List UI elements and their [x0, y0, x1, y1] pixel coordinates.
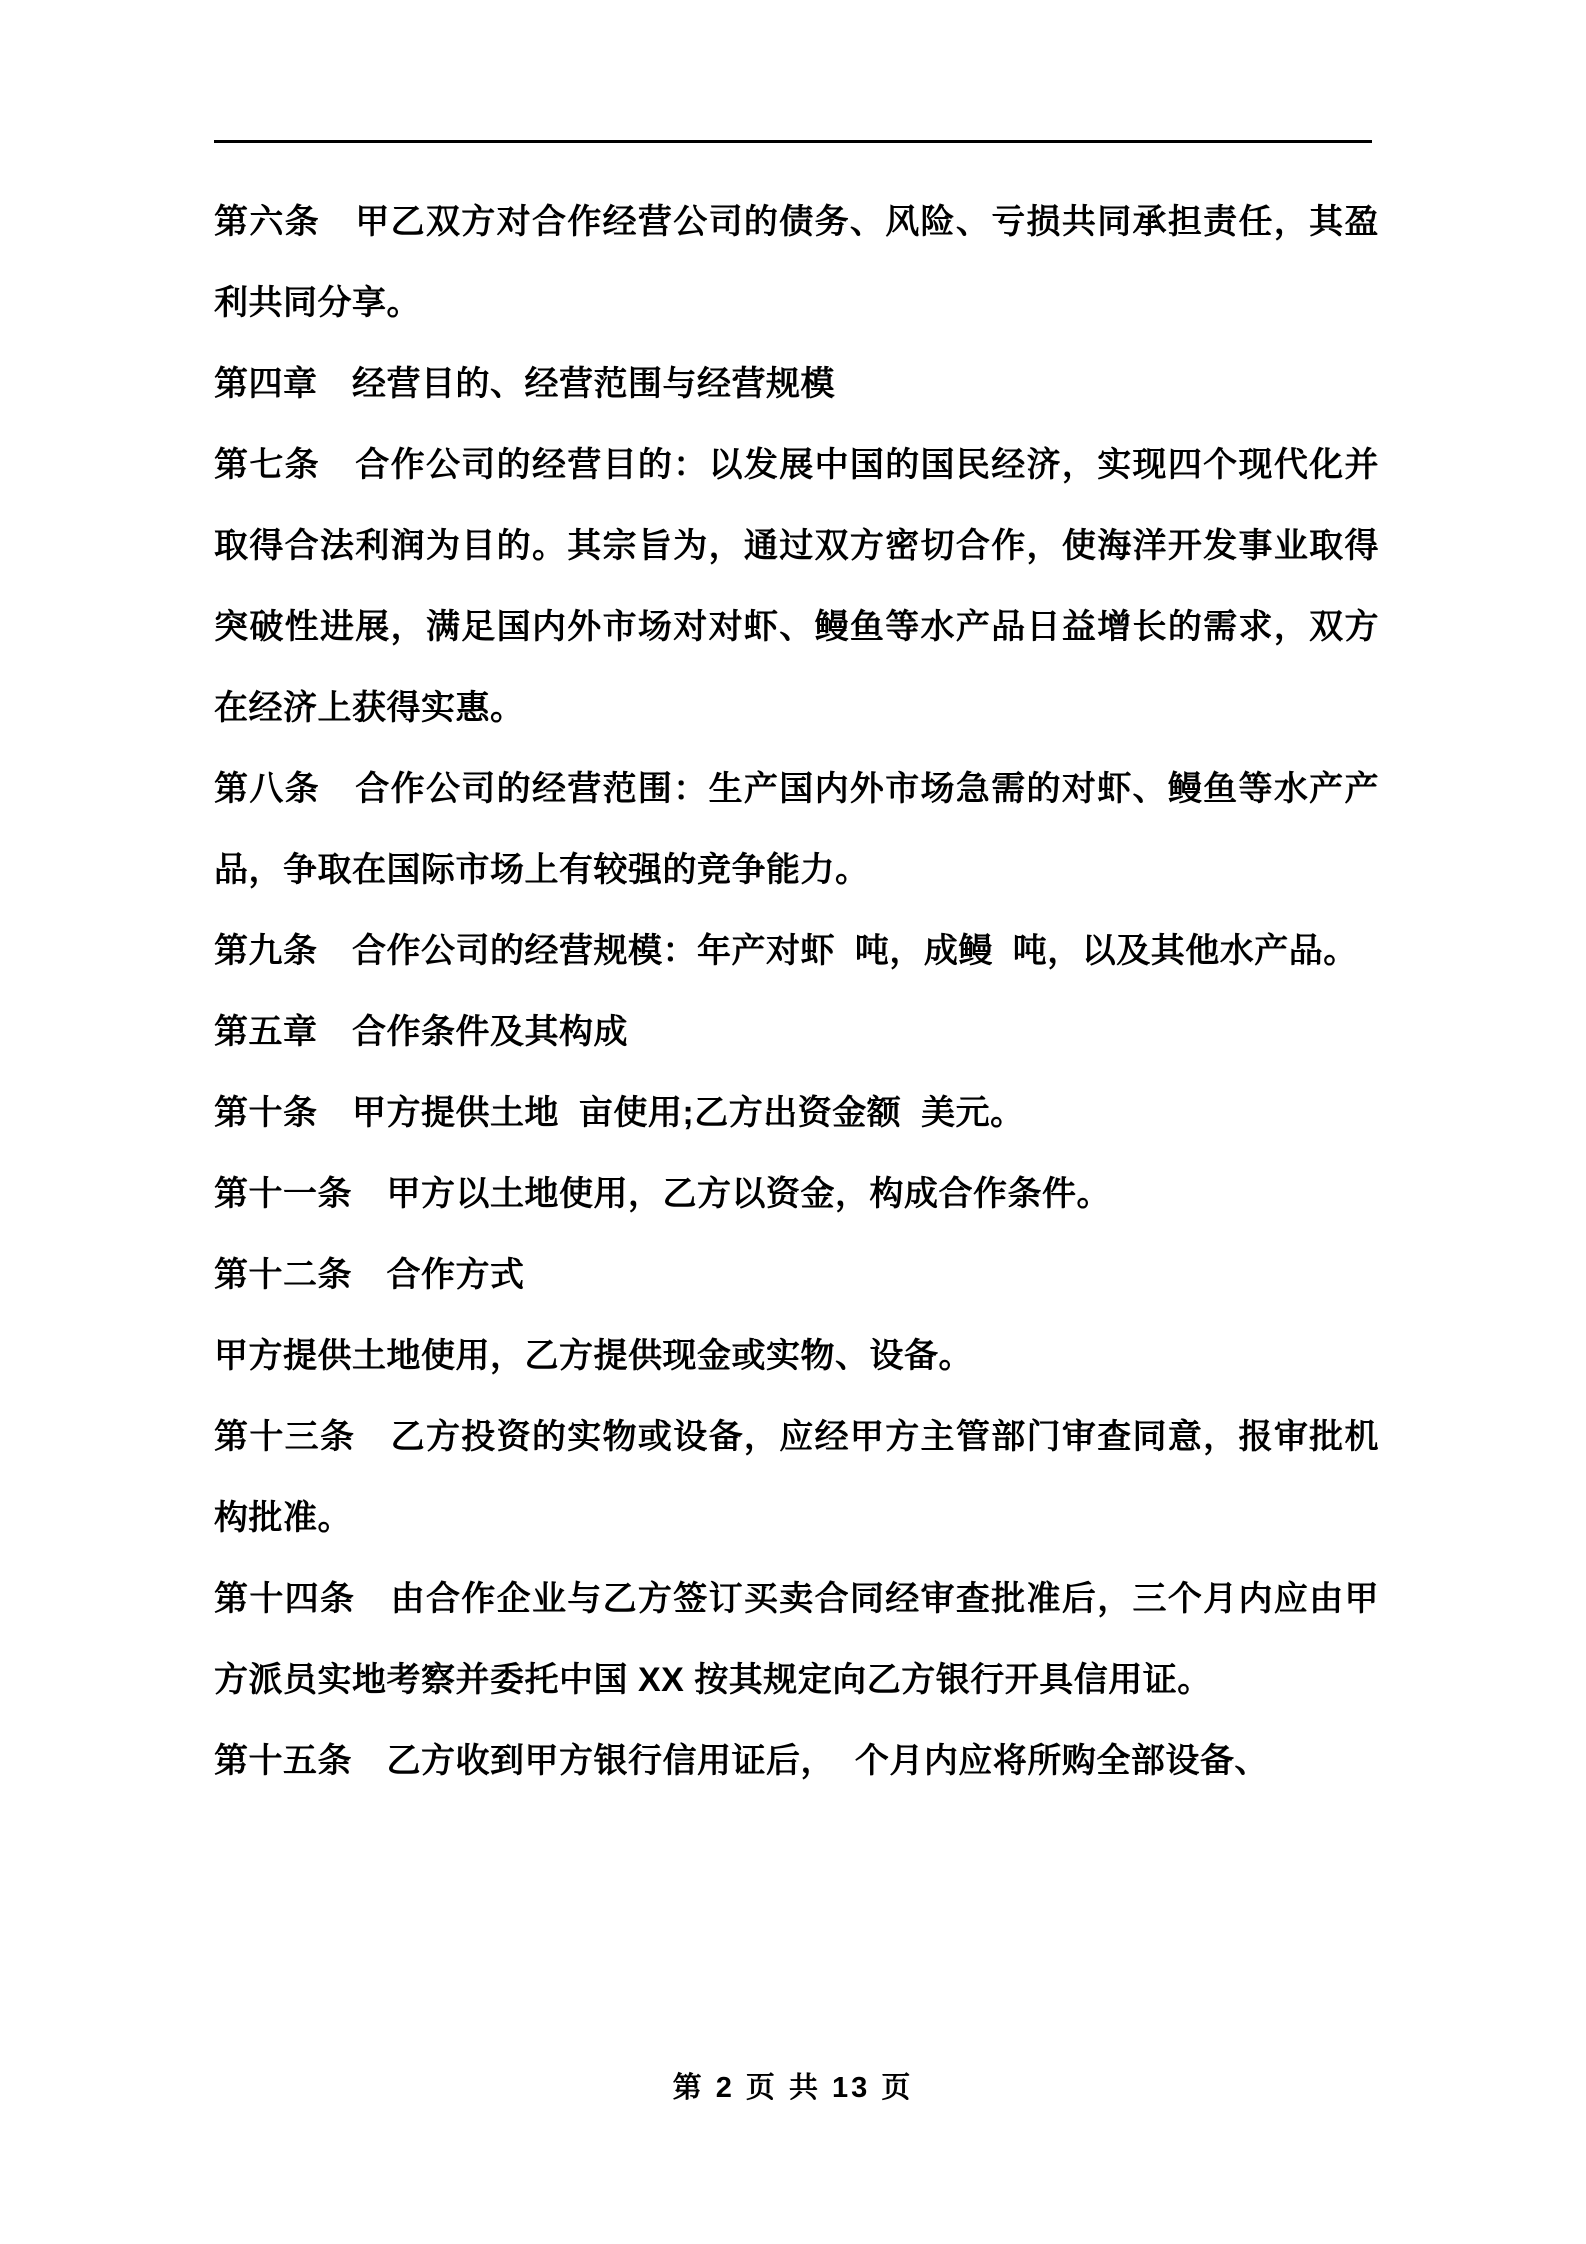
paragraph: 第十五条 乙方收到甲方银行信用证后， 个月内应将所购全部设备、 — [214, 1742, 1269, 1780]
page-footer: 第 2 页 共 13 页 — [672, 2072, 914, 2104]
section-heading-chapter-five: 第五章 合作条件及其构成 — [214, 1013, 628, 1051]
paragraph: 第十二条 合作方式 — [214, 1256, 525, 1294]
paragraph: 第七条 合作公司的经营目的：以发展中国的国民经济，实现四个现代化并取得合法利润为目的。其宗旨为，通过双方密切合作，使海洋开发事业取得突破性进展，满足国内外市场对对虾、鳗鱼等水产品日益增长的需求，双方在经济上获得实惠。 — [214, 446, 1379, 727]
paragraph: 第九条 合作公司的经营规模：年产对虾 吨，成鳗 吨，以及其他水产品。 — [214, 932, 1358, 970]
header-divider — [214, 140, 1372, 143]
paragraph: 第十三条 乙方投资的实物或设备，应经甲方主管部门审查同意，报审批机构批准。 — [214, 1418, 1379, 1537]
document-body — [214, 182, 1379, 1802]
paragraph: 甲方提供土地使用，乙方提供现金或实物、设备。 — [214, 1337, 973, 1375]
paragraph: 第十一条 甲方以土地使用，乙方以资金，构成合作条件。 — [214, 1175, 1111, 1213]
section-heading-chapter-four: 第四章 经营目的、经营范围与经营规模 — [214, 365, 835, 403]
paragraph: 第十条 甲方提供土地 亩使用;乙方出资金额 美元。 — [214, 1094, 1025, 1132]
paragraph: 第六条 甲乙双方对合作经营公司的债务、风险、亏损共同承担责任，其盈利共同分享。 — [214, 203, 1379, 322]
paragraph: 第十四条 由合作企业与乙方签订买卖合同经审查批准后，三个月内应由甲方派员实地考察并委托中国 XX 按其规定向乙方银行开具信用证。 — [214, 1580, 1379, 1699]
paragraph: 第八条 合作公司的经营范围：生产国内外市场急需的对虾、鳗鱼等水产产品，争取在国际市场上有较强的竞争能力。 — [214, 770, 1379, 889]
